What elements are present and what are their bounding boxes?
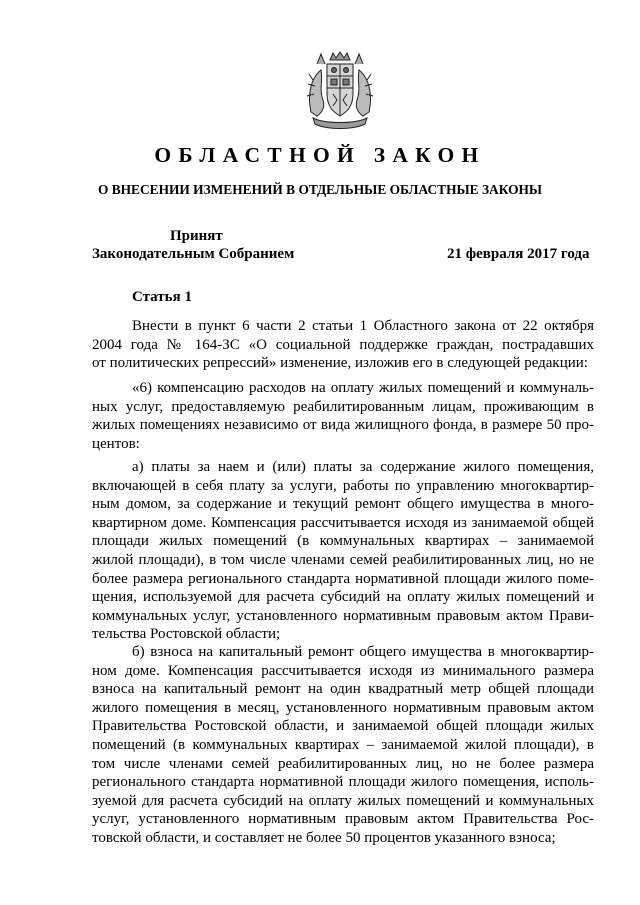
text-line: жилого помещения в месяц, установленного нормативным правовым актом	[92, 699, 594, 716]
text-line: «6) компенсацию расходов на оплату жилых помещений и коммуналь-	[132, 380, 594, 396]
text-line: 2004 года № 164-ЗС «О социальной поддержке граждан, пострадавших	[92, 336, 594, 353]
text-line: б) взноса на капитальный ремонт общего имущества в многоквартир-	[132, 644, 594, 660]
text-line: площади жилых помещений (в коммунальных квартирах – занимаемой	[92, 533, 594, 550]
text-line: помещений (в коммунальных квартирах – занимаемой жилой площади), в	[92, 736, 594, 753]
adoption-line-1: Принят	[170, 228, 223, 244]
text-line: коммунальных услуг, установленного нормативным правовым актом Прави-	[92, 607, 594, 624]
text-line: ных услуг, предоставляемую реабилитированным лицам, проживающим в	[92, 398, 594, 415]
article-heading: Статья 1	[132, 289, 192, 305]
text-line: а) платы за наем и (или) платы за содержание жилого помещения,	[132, 459, 594, 475]
coat-of-arms-emblem	[303, 50, 377, 130]
article-paragraph-2	[92, 379, 594, 461]
adoption-block	[92, 227, 294, 263]
text-line: Правительства Ростовской области, и занимаемой общей площади жилых	[92, 718, 594, 735]
text-line: щения, используемой для расчета субсидий на оплату жилых помещений и	[92, 589, 594, 606]
text-line: ным домом, за содержание и текущий ремонт общего имущества в много-	[92, 496, 594, 513]
text-line: товской области, и составляет не более 50 процентов указанного взноса;	[92, 829, 556, 846]
document-title: ОБЛАСТНОЙ ЗАКОН	[154, 143, 486, 167]
article-paragraph-3	[92, 458, 594, 652]
document-subtitle: О ВНЕСЕНИИ ИЗМЕНЕНИЙ В ОТДЕЛЬНЫЕ ОБЛАСТНЫЕ ЗАКОНЫ	[97, 182, 543, 197]
text-line: включающей в себя плату за услуги, работы по управлению многоквартир-	[92, 477, 594, 494]
text-line: том числе членами семей реабилитированных лиц, но не более размера	[92, 755, 594, 772]
text-line: регионального стандарта нормативной площади жилого помещения, исполь-	[92, 774, 594, 791]
text-line: центов:	[92, 435, 140, 452]
text-line: от политических репрессий» изменение, изложив его в следующей редакции:	[92, 355, 588, 372]
text-line: квартирном доме. Компенсация рассчитывается исходя из занимаемой общей	[92, 514, 594, 531]
text-line: жилых помещениях независимо от вида жилищного фонда, в размере 50 про-	[92, 417, 594, 434]
text-line: тельства Ростовской области;	[92, 626, 281, 643]
adoption-date: 21 февраля 2017 года	[447, 246, 590, 262]
text-line: жилой площади), в том числе членами семей реабилитированных лиц, но не	[92, 551, 594, 568]
adoption-line-2: Законодательным Собранием	[92, 246, 295, 262]
text-line: ном доме. Компенсация рассчитывается исходя из минимального размера	[92, 662, 594, 679]
text-line: услуг, установленного нормативным правовым актом Правительства Рос-	[92, 811, 594, 828]
article-paragraph-1	[92, 317, 594, 381]
article-paragraph-4	[92, 643, 594, 856]
text-line: взноса на капитальный ремонт на один квадратный метр общей площади	[92, 681, 594, 698]
text-line: Внести в пункт 6 части 2 статьи 1 Областного закона от 22 октября	[132, 318, 594, 334]
text-line: более размера регионального стандарта нормативной площади жилого поме-	[92, 570, 594, 587]
text-line: зуемой для расчета субсидий на оплату жилых помещений и коммунальных	[92, 792, 594, 809]
